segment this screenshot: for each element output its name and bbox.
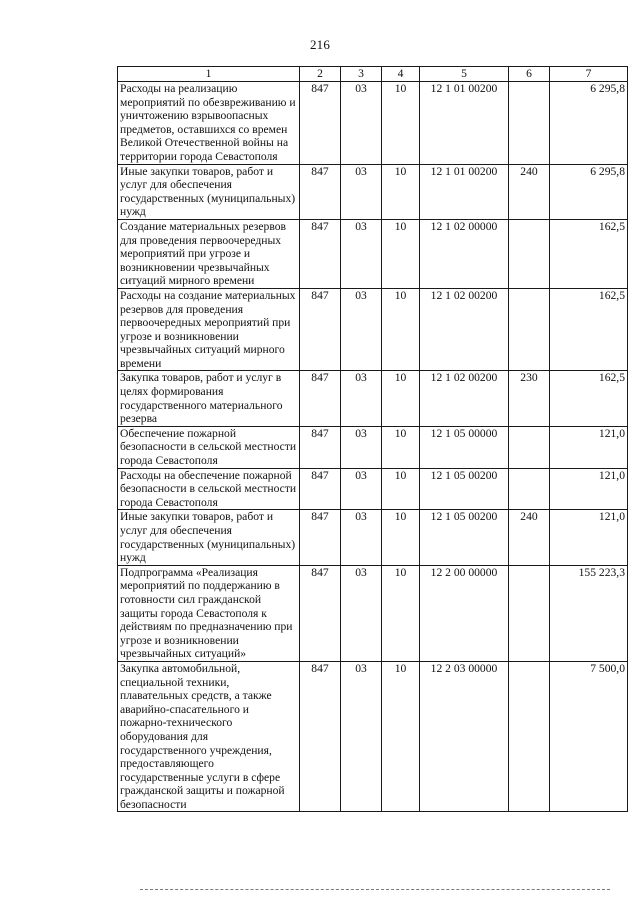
- table-row: [118, 164, 628, 219]
- row-department: 847: [300, 164, 341, 219]
- row-subsection: 10: [382, 426, 420, 468]
- row-name: Расходы на создание материальных резервов для проведения первоочередных мероприятий при угрозе и возникновении чрезвычайных ситуаций мирного времени: [118, 288, 300, 371]
- row-section: 03: [341, 371, 382, 426]
- row-amount: 162,5: [550, 371, 628, 426]
- row-section: 03: [341, 565, 382, 661]
- row-amount: 121,0: [550, 468, 628, 510]
- row-department: 847: [300, 510, 341, 565]
- row-expense-type: [509, 565, 550, 661]
- row-name: Расходы на реализацию мероприятий по обезвреживанию и уничтожению взрывоопасных предметов, оставшихся со времен Великой Отечественной войны на территории города Севастополя: [118, 82, 300, 165]
- row-target-article: 12 1 02 00200: [420, 288, 509, 371]
- row-subsection: 10: [382, 468, 420, 510]
- row-amount: 121,0: [550, 510, 628, 565]
- row-amount: 6 295,8: [550, 164, 628, 219]
- row-expense-type: [509, 426, 550, 468]
- row-subsection: 10: [382, 219, 420, 288]
- row-subsection: 10: [382, 288, 420, 371]
- row-name: Закупка товаров, работ и услуг в целях формирования государственного материального резерва: [118, 371, 300, 426]
- row-department: 847: [300, 468, 341, 510]
- table-row: [118, 82, 628, 165]
- row-expense-type: [509, 288, 550, 371]
- row-section: 03: [341, 510, 382, 565]
- row-target-article: 12 1 05 00000: [420, 426, 509, 468]
- row-name: Закупка автомобильной, специальной техники, плавательных средств, а также аварийно-спасательного и пожарно-технического оборудования для государственного учреждения, предоставляющего государственные услуги в сфере гражданской защиты и пожарной безопасности: [118, 661, 300, 812]
- row-section: 03: [341, 426, 382, 468]
- header-col-1: 1: [118, 67, 300, 82]
- row-target-article: 12 2 00 00000: [420, 565, 509, 661]
- header-col-2: 2: [300, 67, 341, 82]
- table-row: [118, 510, 628, 565]
- row-name: Подпрограмма «Реализация мероприятий по поддержанию в готовности сил гражданской защиты города Севастополя к действиям по предназначению при угрозе и возникновении чрезвычайных ситуаций»: [118, 565, 300, 661]
- row-subsection: 10: [382, 164, 420, 219]
- table-row: [118, 219, 628, 288]
- row-target-article: 12 1 01 00200: [420, 164, 509, 219]
- row-subsection: 10: [382, 565, 420, 661]
- row-expense-type: [509, 219, 550, 288]
- row-target-article: 12 2 03 00000: [420, 661, 509, 812]
- row-amount: 155 223,3: [550, 565, 628, 661]
- row-name: Иные закупки товаров, работ и услуг для обеспечения государственных (муниципальных) нужд: [118, 510, 300, 565]
- row-amount: 6 295,8: [550, 82, 628, 165]
- row-amount: 162,5: [550, 288, 628, 371]
- header-col-7: 7: [550, 67, 628, 82]
- header-col-6: 6: [509, 67, 550, 82]
- row-subsection: 10: [382, 371, 420, 426]
- header-col-5: 5: [420, 67, 509, 82]
- row-target-article: 12 1 05 00200: [420, 468, 509, 510]
- row-target-article: 12 1 01 00200: [420, 82, 509, 165]
- row-department: 847: [300, 426, 341, 468]
- row-target-article: 12 1 02 00200: [420, 371, 509, 426]
- row-expense-type: 240: [509, 510, 550, 565]
- row-amount: 162,5: [550, 219, 628, 288]
- table-header-row: [118, 67, 628, 82]
- table-row: [118, 565, 628, 661]
- row-expense-type: 240: [509, 164, 550, 219]
- row-amount: 7 500,0: [550, 661, 628, 812]
- row-section: 03: [341, 219, 382, 288]
- table-row: [118, 661, 628, 812]
- row-section: 03: [341, 288, 382, 371]
- row-section: 03: [341, 661, 382, 812]
- page-number: 216: [309, 37, 331, 52]
- row-amount: 121,0: [550, 426, 628, 468]
- row-section: 03: [341, 164, 382, 219]
- table-row: [118, 426, 628, 468]
- table-row: [118, 371, 628, 426]
- row-expense-type: [509, 82, 550, 165]
- table-row: [118, 468, 628, 510]
- row-department: 847: [300, 371, 341, 426]
- row-department: 847: [300, 288, 341, 371]
- row-section: 03: [341, 82, 382, 165]
- row-expense-type: 230: [509, 371, 550, 426]
- row-section: 03: [341, 468, 382, 510]
- row-target-article: 12 1 02 00000: [420, 219, 509, 288]
- budget-table: [117, 66, 628, 812]
- header-col-3: 3: [341, 67, 382, 82]
- row-name: Расходы на обеспечение пожарной безопасности в сельской местности города Севастополя: [118, 468, 300, 510]
- row-department: 847: [300, 661, 341, 812]
- row-name: Обеспечение пожарной безопасности в сельской местности города Севастополя: [118, 426, 300, 468]
- row-expense-type: [509, 661, 550, 812]
- row-name: Создание материальных резервов для проведения первоочередных мероприятий при угрозе и возникновении чрезвычайных ситуаций мирного времени: [118, 219, 300, 288]
- row-target-article: 12 1 05 00200: [420, 510, 509, 565]
- row-subsection: 10: [382, 82, 420, 165]
- row-department: 847: [300, 82, 341, 165]
- row-department: 847: [300, 565, 341, 661]
- row-subsection: 10: [382, 661, 420, 812]
- row-name: Иные закупки товаров, работ и услуг для обеспечения государственных (муниципальных) нужд: [118, 164, 300, 219]
- row-department: 847: [300, 219, 341, 288]
- row-subsection: 10: [382, 510, 420, 565]
- header-col-4: 4: [382, 67, 420, 82]
- bottom-divider: [140, 889, 610, 890]
- table-row: [118, 288, 628, 371]
- row-expense-type: [509, 468, 550, 510]
